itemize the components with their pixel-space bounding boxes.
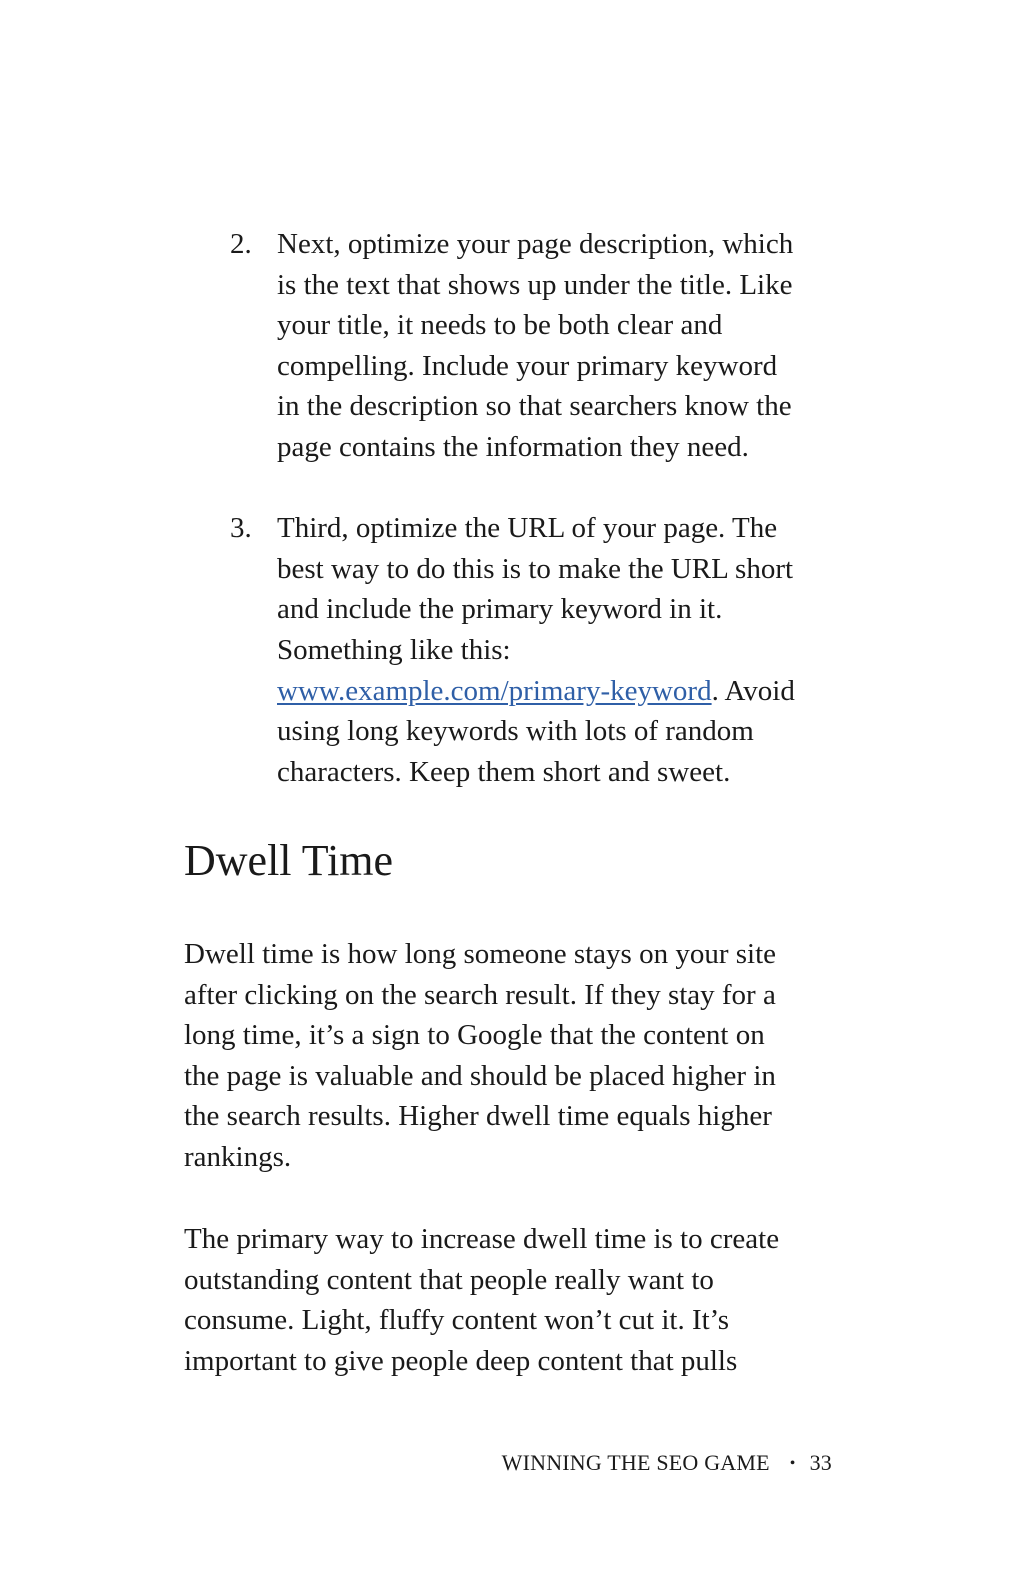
list-item-line: compelling. Include your primary keyword	[277, 349, 778, 382]
list-item-line: characters. Keep them short and sweet.	[277, 755, 731, 788]
footer-separator: •	[789, 1455, 796, 1472]
paragraph-line: consume. Light, fluffy content won’t cut it. It’s	[184, 1304, 730, 1337]
paragraph-line: rankings.	[184, 1140, 292, 1173]
link-suffix-text: . Avoid	[711, 674, 795, 707]
list-item-line: and include the primary keyword in it.	[277, 593, 723, 626]
numbered-list	[230, 224, 850, 833]
paragraph-line: The primary way to increase dwell time is to create	[184, 1223, 780, 1255]
paragraph-line: the search results. Higher dwell time equals higher	[184, 1100, 772, 1133]
list-item-line: Something like this:	[277, 633, 511, 666]
paragraph-line: Dwell time is how long someone stays on your site	[184, 938, 777, 970]
paragraph-line: the page is valuable and should be placed higher in	[184, 1059, 776, 1092]
paragraph-line: long time, it’s a sign to Google that the content on	[184, 1019, 765, 1052]
list-item-line: page contains the information they need.	[277, 430, 749, 463]
list-item-line: Third, optimize the URL of your page. The	[277, 512, 778, 545]
list-item-line: in the description so that searchers know the	[277, 390, 792, 423]
page-footer	[502, 1450, 832, 1479]
example-url-link[interactable]: www.example.com/primary-keyword	[277, 674, 712, 707]
list-item-line: your title, it needs to be both clear and	[277, 309, 723, 342]
list-item-number: 2.	[230, 228, 252, 260]
list-item-number: 3.	[230, 512, 252, 545]
list-item-link-line	[277, 671, 850, 712]
footer-book-title: WINNING THE SEO GAME	[501, 1450, 770, 1475]
page-number: 33	[809, 1450, 832, 1475]
paragraph-dwell-time-definition	[184, 934, 844, 1178]
list-item-2	[230, 224, 850, 468]
paragraph-line: after clicking on the search result. If they stay for a	[184, 978, 776, 1011]
list-item-line: is the text that shows up under the title. Like	[277, 268, 793, 301]
paragraph-line: important to give people deep content that pulls	[184, 1344, 738, 1377]
list-item-line: best way to do this is to make the URL short	[277, 552, 794, 585]
section-heading: Dwell Time	[184, 836, 394, 885]
list-item-line: using long keywords with lots of random	[277, 715, 754, 748]
paragraph-increase-dwell-time	[184, 1219, 844, 1381]
paragraph-line: outstanding content that people really want to	[184, 1263, 714, 1296]
list-item-line: Next, optimize your page description, which	[277, 228, 794, 260]
list-item-3	[230, 508, 850, 792]
